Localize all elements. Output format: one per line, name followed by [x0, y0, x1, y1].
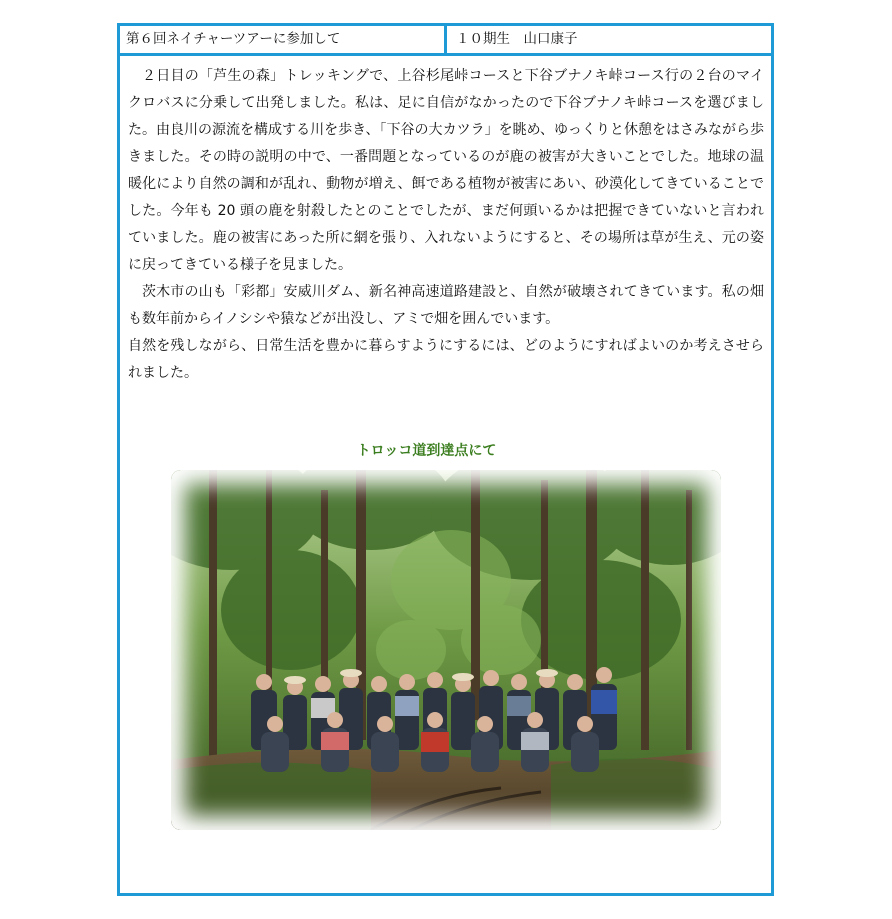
body-paragraph-2: 茨木市の山も「彩都」安威川ダム、新名神高速道路建設と、自然が破壊されてきています。私の畑も数年前からイノシシや猿などが出没し、アミで畑を囲んでいます。 — [128, 284, 764, 327]
header-row — [120, 26, 771, 56]
article-author: １０期生 山口康子 — [456, 31, 578, 47]
header-divider — [444, 26, 447, 53]
article-title: 第６回ネイチャーツアーに参加して — [126, 31, 341, 47]
forest-group-illustration — [171, 470, 721, 830]
group-photo-forest — [171, 470, 721, 830]
article-body — [128, 63, 764, 387]
photo-caption: トロッコ道到達点にて — [356, 443, 497, 459]
article-frame — [117, 23, 774, 896]
body-paragraph-1: ２日目の「芦生の森」トレッキングで、上谷杉尾峠コースと下谷ブナノキ峠コース行の２台のマイクロバスに分乗して出発しました。私は、足に自信がなかったので下谷ブナノキ峠コースを選びました。由良川の源流を構成する川を歩き、「下谷の大カツラ」を眺め、ゆっくりと休憩をはさみながら歩きました。その時の説明の中で、一番問題となっているのが鹿の被害が大きいことでした。地球の温暖化により自然の調和が乱れ、動物が増え、餌である植物が被害にあい、砂漠化してきていることでした。今年も 20 頭の鹿を射殺したとのことでしたが、まだ何頭いるかは把握できていないと言われていました。鹿の被害にあった所に網を張り、入れないようにすると、その場所は草が生え、元の姿に戻ってきている様子を見ました。 — [128, 68, 764, 273]
body-paragraph-3: 自然を残しながら、日常生活を豊かに暮らすようにするには、どのようにすればよいのか考えさせられました。 — [128, 338, 764, 381]
